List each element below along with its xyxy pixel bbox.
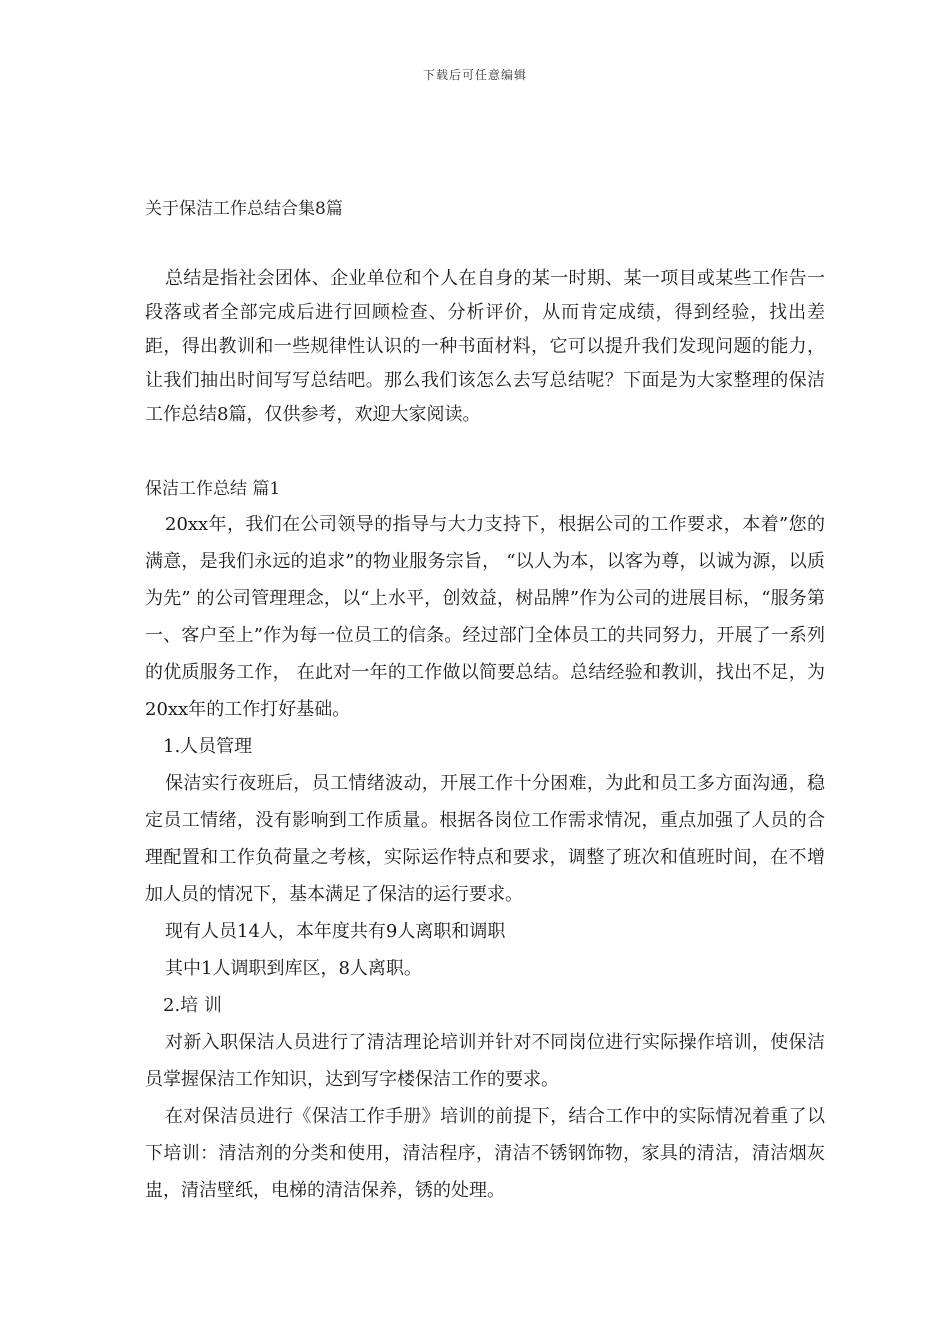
subheading-training: 2.培 训 [163,995,222,1016]
paragraph-staff-transfer: 其中1人调职到库区，8人离职。 [165,958,422,979]
paragraph-staff-management: 保洁实行夜班后，员工情绪波动，开展工作十分困难，为此和员工多方面沟通，稳定员工情绪，没有影响到工作质量。根据各岗位工作需求情况，重点加强了人员的合理配置和工作负荷量之考核，实际运作特点和要求，调整了班次和值班时间，在不增加人员的情况下，基本满足了保洁的运行要求。 [145,773,825,905]
section-heading: 保洁工作总结 篇1 [145,479,281,499]
paragraph-training-manual: 在对保洁员进行《保洁工作手册》培训的前提下，结合工作中的实际情况着重了以下培训：清洁剂的分类和使用，清洁程序，清洁不锈钢饰物，家具的清洁，清洁烟灰盅，清洁壁纸，电梯的清洁保养，锈的处理。 [145,1106,825,1201]
intro-paragraph: 总结是指社会团体、企业单位和个人在自身的某一时期、某一项目或某些工作告一段落或者全部完成后进行回顾检查、分析评价，从而肯定成绩，得到经验，找出差距，得出教训和一些规律性认识的一种书面材料，它可以提升我们发现问题的能力，让我们抽出时间写写总结吧。那么我们该怎么去写总结呢？下面是为大家整理的保洁工作总结8篇，仅供参考，欢迎大家阅读。 [145,268,825,425]
paragraph-training-new-staff: 对新入职保洁人员进行了清洁理论培训并针对不同岗位进行实际操作培训，使保洁员掌握保洁工作知识，达到写字楼保洁工作的要求。 [145,1032,825,1090]
paragraph-overview: 20xx年，我们在公司领导的指导与大力支持下，根据公司的工作要求，本着”您的满意，是我们永远的追求”的物业服务宗旨， “以人为本，以客为尊，以诚为源，以质为先” 的公司管理理念，以“上水平，创效益，树品牌”作为公司的进展目标，“服务第一、客户至上”作为每一位员工的信条。经过部门全体员工的共同努力，开展了一系列的优质服务工作， 在此对一年的工作做以简要总结。总结经验和教训，找出不足，为20xx年的工作打好基础。 [145,514,825,720]
document-title: 关于保洁工作总结合集8篇 [145,199,343,219]
subheading-staff-management: 1.人员管理 [163,736,253,757]
page-header-note: 下载后可任意编辑 [422,68,527,82]
paragraph-staff-count: 现有人员14人，本年度共有9人离职和调职 [165,921,506,942]
document-body [145,262,825,1209]
